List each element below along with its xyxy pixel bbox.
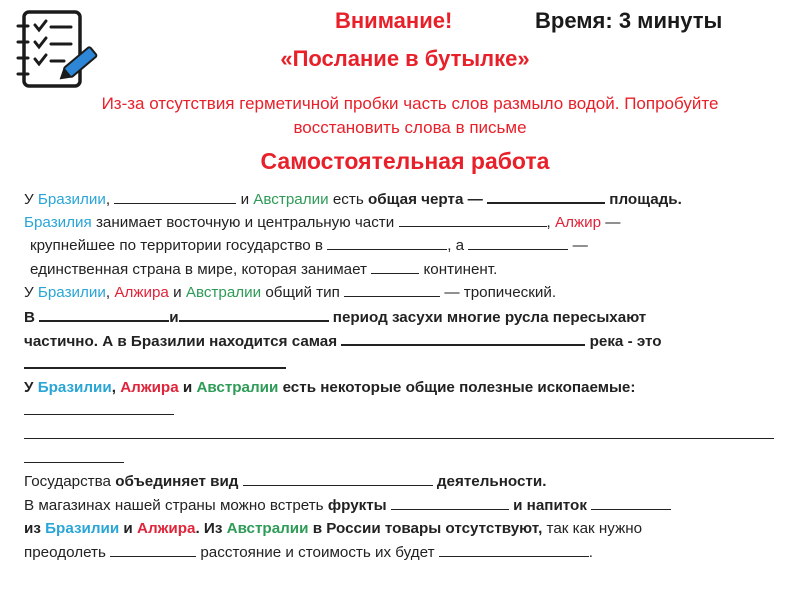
text-line-11: [24, 423, 784, 447]
text-line-16: преодолеть расстояние и стоимость их будет .: [24, 541, 784, 565]
blank-6[interactable]: [371, 258, 419, 274]
text-line-4: единственная страна в мире, которая занимает континент.: [24, 258, 784, 282]
blank-3[interactable]: [399, 211, 547, 227]
text-line-5: У Бразилии, Алжира и Австралии общий тип — тропический.: [24, 281, 784, 305]
blank-13[interactable]: [24, 423, 774, 439]
blank-15[interactable]: [243, 470, 433, 486]
blank-2[interactable]: [487, 187, 605, 204]
blank-16[interactable]: [391, 494, 509, 510]
time-limit: Время: 3 минуты: [535, 8, 723, 33]
page-title: «Послание в бутылке»: [280, 46, 530, 71]
text-line-10: [24, 399, 784, 423]
text-line-6: В и период засухи многие русла пересыхают: [24, 305, 784, 329]
blank-10[interactable]: [341, 329, 585, 346]
text-line-13: Государства объединяет вид деятельности.: [24, 470, 784, 494]
blank-4[interactable]: [327, 234, 447, 250]
text-line-1: У Бразилии, и Австралии есть общая черта — площадь.: [24, 187, 784, 211]
exercise-text: [24, 187, 784, 565]
blank-1[interactable]: [114, 188, 236, 204]
blank-5[interactable]: [468, 234, 568, 250]
text-line-15: из Бразилии и Алжира. Из Австралии в России товары отсутствуют, так как нужно: [24, 520, 643, 538]
instructions-line-2: восстановить слова в письме: [293, 118, 527, 137]
section-title: Самостоятельная работа: [260, 148, 550, 174]
blank-8[interactable]: [39, 305, 169, 322]
blank-14[interactable]: [24, 447, 124, 463]
text-line-12: [24, 447, 784, 471]
text-line-14: В магазинах нашей страны можно встреть фрукты и напиток: [24, 494, 784, 518]
blank-18[interactable]: [110, 541, 196, 557]
blank-9[interactable]: [179, 305, 329, 322]
blank-19[interactable]: [439, 541, 589, 557]
text-line-2: Бразилия занимает восточную и центральную части , Алжир —: [24, 211, 784, 235]
blank-12[interactable]: [24, 399, 174, 415]
instructions-line-1: Из-за отсутствия герметичной пробки часть слов размыло водой. Попробуйте: [101, 94, 719, 113]
blank-11[interactable]: [24, 352, 286, 369]
text-line-7: частично. А в Бразилии находится самая река - это: [24, 329, 784, 353]
blank-17[interactable]: [591, 494, 671, 510]
text-line-8: [24, 352, 784, 376]
instructions: [30, 92, 790, 140]
blank-7[interactable]: [344, 281, 440, 297]
text-line-9: У Бразилии, Алжира и Австралии есть некоторые общие полезные ископаемые:: [24, 378, 636, 396]
text-line-3: крупнейшее по территории государство в , а —: [24, 234, 784, 258]
attention-label: Внимание!: [335, 8, 453, 33]
